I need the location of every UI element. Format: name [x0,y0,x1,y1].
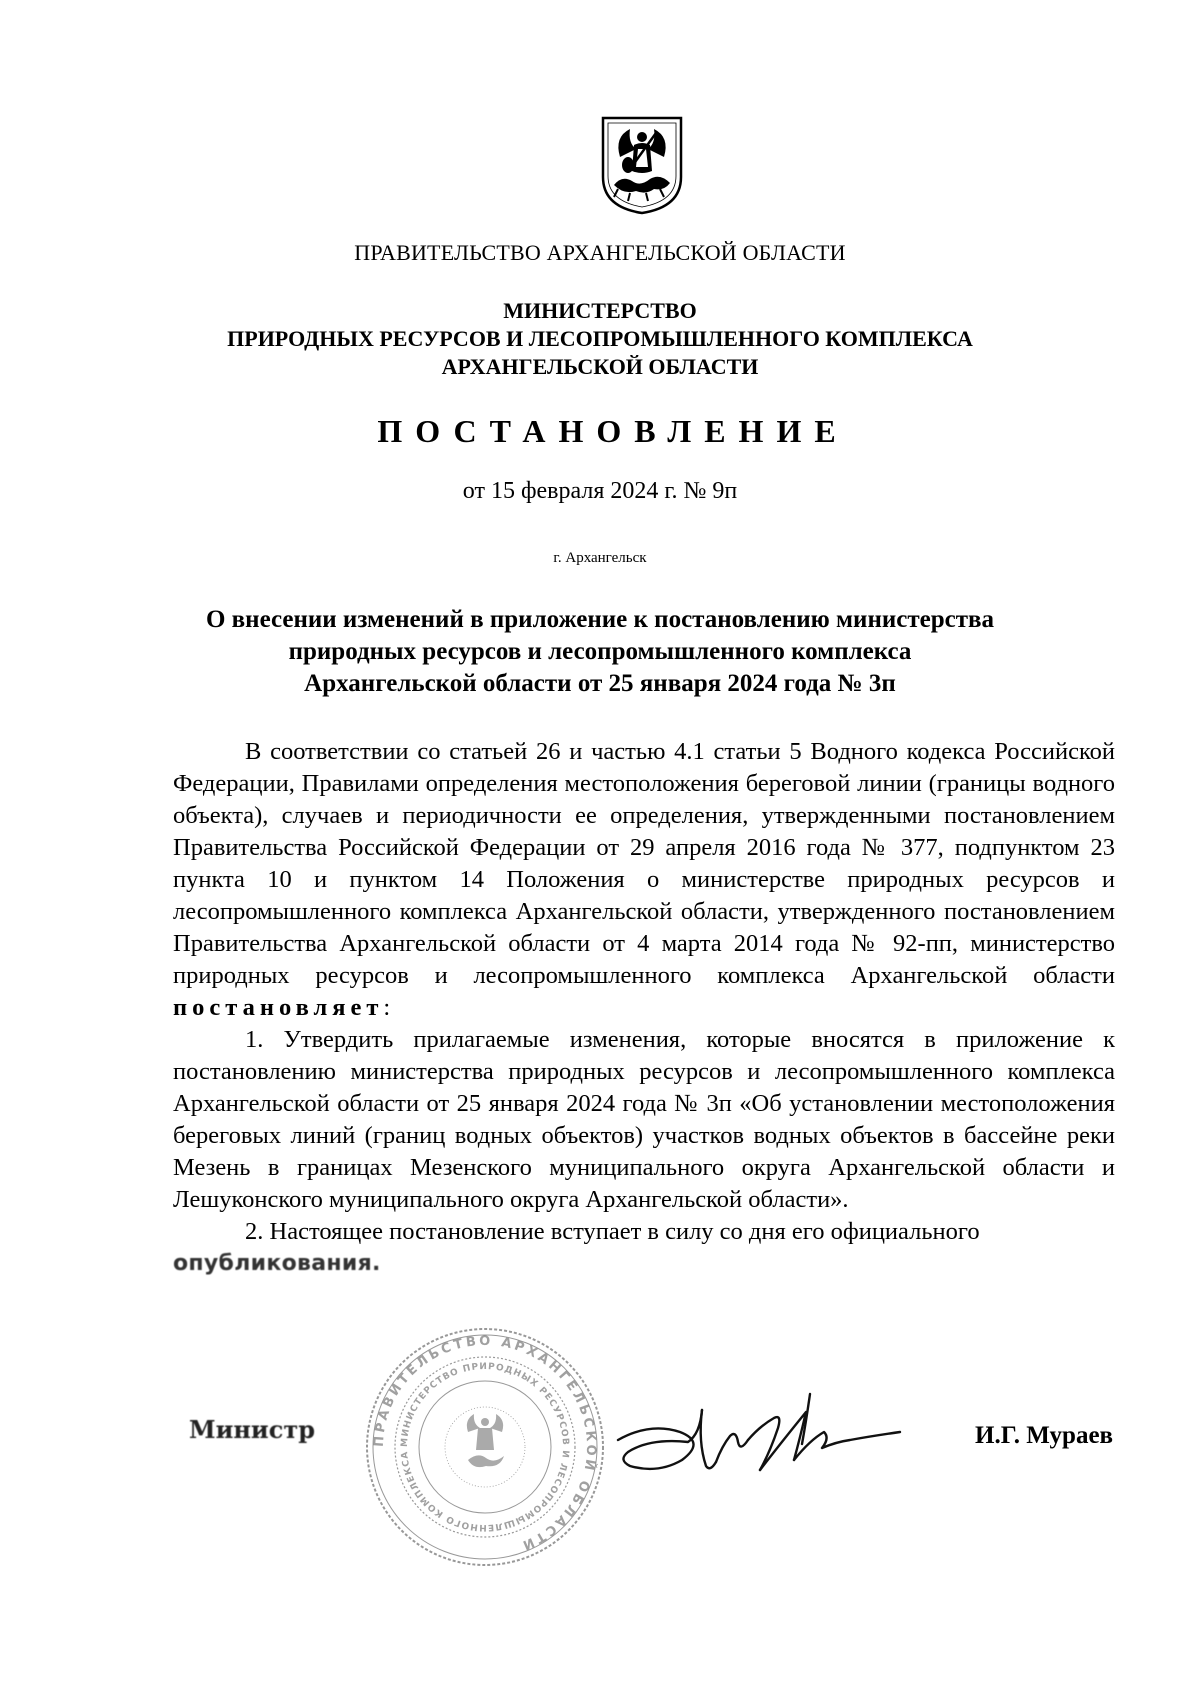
resolves-suffix: : [383,994,391,1021]
resolves-word: постановляет [173,994,384,1021]
signatory-position: Министр [189,1415,315,1444]
intro-text: В соответствии со статьей 26 и частью 4.1 статьи 5 Водного кодекса Российской Федерации, Правилами определения местоположения береговой линии (границы водного объекта), случаев и периодичности ее определения, утвержденными постановлением Правительства Российской Федерации от 29 апреля 2016 года № 377, подпунктом 23 пункта 10 и пунктом 14 Положения о министерстве природных ресурсов и лесопромышленного комплекса Архангельской области, утвержденного постановлением Правительства Архангельской области от 4 марта 2014 года № 92-пп, министерство природных ресурсов и лесопромышленного комплекса Архангельской области [173,738,1115,989]
subject-line-2: природных ресурсов и лесопромышленного комплекса [288,638,912,665]
intro-paragraph [173,736,1115,1024]
signature-icon [610,1382,910,1492]
ministry-line-3: АРХАНГЕЛЬСКОЙ ОБЛАСТИ [441,354,759,379]
item-2-end: опубликования. [173,1251,381,1276]
coat-of-arms-icon [600,115,684,215]
ministry-line-1: МИНИСТЕРСТВО [503,298,697,323]
item-1-paragraph: 1. Утвердить прилагаемые изменения, которые вносятся в приложение к постановлению министерства природных ресурсов и лесопромышленного комплекса Архангельской области от 25 января 2024 года № 3п «Об установлении местоположения береговых линий (границ водных объектов) участков водных объектов в бассейне реки Мезень в границах Мезенского муниципального округа Архангельской области и Лешуконского муниципального округа Архангельской области». [173,1026,1115,1213]
signatory-name: И.Г. Мураев [975,1422,1114,1449]
document-city: г. Архангельск [553,550,647,566]
ministry-header [0,297,1200,381]
official-seal-icon [360,1322,610,1572]
document-type: ПОСТАНОВЛЕНИЕ [377,413,849,449]
subject-line-3: Архангельской области от 25 января 2024 года № 3п [304,670,896,697]
document-body [173,736,1115,1280]
government-header: ПРАВИТЕЛЬСТВО АРХАНГЕЛЬСКОЙ ОБЛАСТИ [354,240,846,265]
seal-inner-text: МИНИСТЕРСТВО ПРИРОДНЫХ РЕСУРСОВ И ЛЕСОПРОМЫШЛЕННОГО КОМПЛЕКСА [399,1361,571,1533]
subject-line-1: О внесении изменений в приложение к постановлению министерства [205,606,995,633]
seal-outer-text: ПРАВИТЕЛЬСТВО АРХАНГЕЛЬСКОЙ ОБЛАСТИ [371,1333,599,1554]
document-date-number: от 15 февраля 2024 г. № 9п [462,478,738,504]
document-subject [0,604,1200,700]
item-2-paragraph: 2. Настоящее постановление вступает в силу со дня его официального [245,1218,980,1245]
ministry-line-2: ПРИРОДНЫХ РЕСУРСОВ И ЛЕСОПРОМЫШЛЕННОГО КОМПЛЕКСА [227,326,973,351]
